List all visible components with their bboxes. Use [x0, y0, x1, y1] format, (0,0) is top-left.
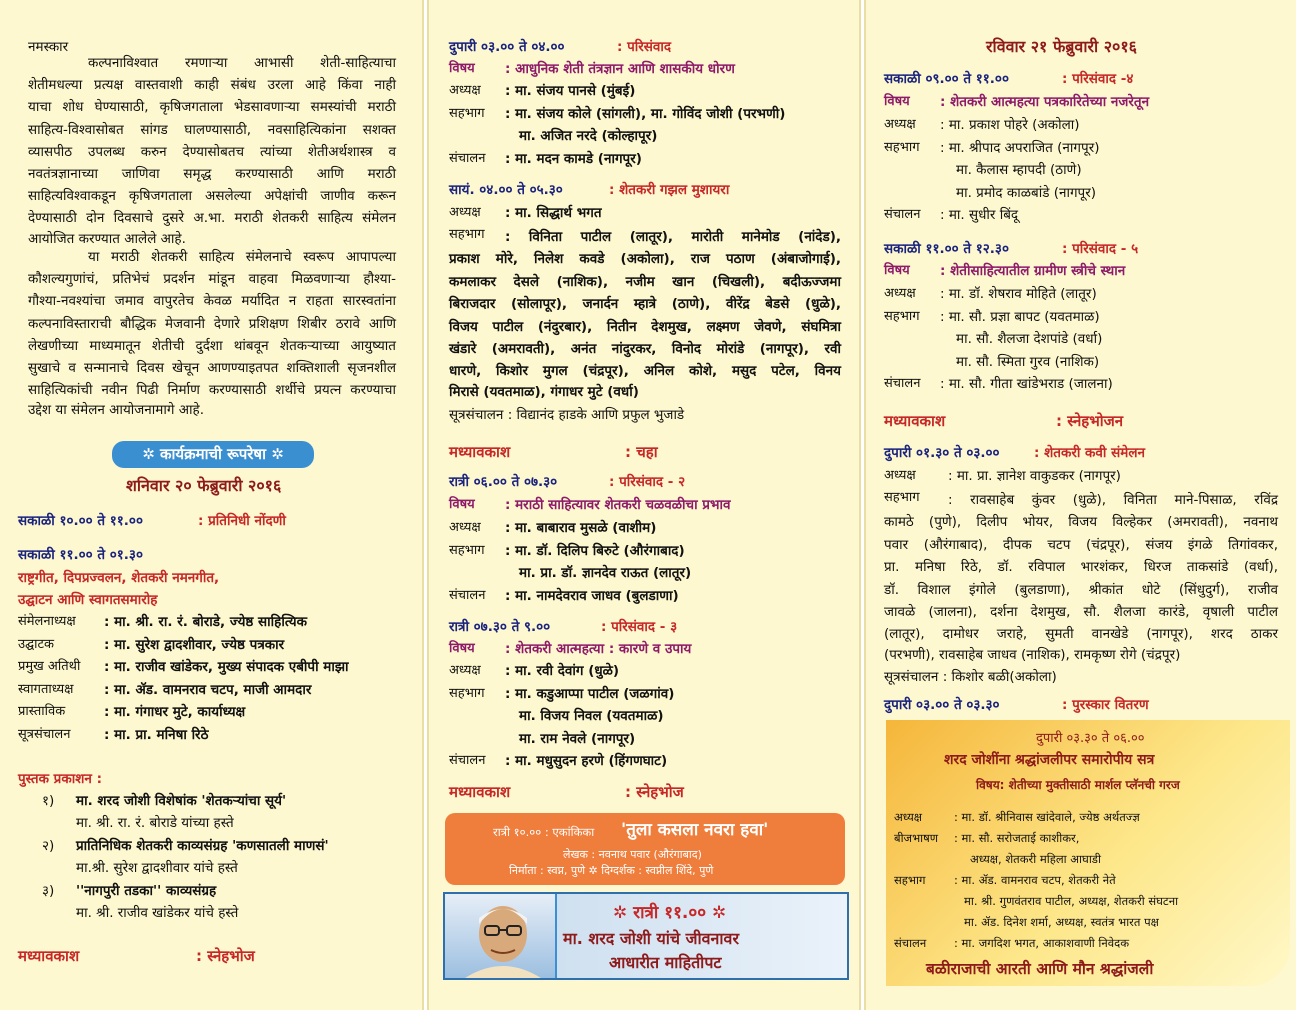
play-title: 'तुला कसला नवरा हवा'	[621, 820, 769, 840]
c2-s4-title: : परिसंवाद - ३	[601, 619, 678, 635]
c2-s3-title: : परिसंवाद - २	[609, 474, 686, 490]
row-value: : मा. रवी देवांग (धुळे)	[505, 663, 620, 679]
c3-s2-subject-label: विषय	[884, 263, 910, 278]
participant-line: मिरासे (यवतमाळ), गंगाधर मुटे (वर्धा)	[449, 384, 639, 400]
c2-s2-time: सायं. ०४.०० ते ०५.३०	[449, 182, 563, 198]
participant-line: खंडारे (अमरावती), अनंत नांदुरकर, विनोद मोरांडे (नागपूर), रवी	[449, 341, 841, 357]
final-label: सहभाग	[894, 873, 926, 887]
c2-s3-subject-label: विषय	[449, 497, 475, 512]
intro-line: शेतीमधल्या प्रत्यक्ष वास्तवाशी काही संबंध उरला आहे किंवा नाही	[28, 77, 396, 93]
c2-s4-subject-label: विषय	[449, 641, 475, 656]
final-value: मा. श्री. गुणवंतराव पाटील, अध्यक्ष, शेतकरी संघटना	[964, 894, 1179, 908]
row-label: संचालन	[449, 753, 486, 768]
c3-s2-title: : परिसंवाद - ५	[1062, 241, 1139, 257]
final-label: बीजभाषण	[894, 831, 939, 845]
book-number: ३)	[42, 883, 55, 899]
intro-line: आयोजित करण्यात आलेले आहे.	[28, 231, 186, 247]
c2-s2-sahabhag-label: सहभाग	[449, 227, 485, 242]
final-value: : मा. डॉ. श्रीनिवास खांदेवाले, ज्येष्ठ अर्थतज्ज्ञ	[954, 810, 1140, 824]
c2-s2-title: : शेतकरी गझल मुशायरा	[609, 182, 730, 198]
panel-left	[0, 0, 424, 1010]
c2-s1-subject-label: विषय	[449, 61, 475, 76]
role-label: स्वागताध्यक्ष	[18, 682, 74, 697]
row-value: : मा. सौ. गीता खांडेभराड (जालना)	[940, 376, 1113, 392]
role-label: संमेलनाध्यक्ष	[18, 614, 76, 629]
final-value: अध्यक्ष, शेतकरी महिला आघाडी	[970, 852, 1101, 866]
final-value: : मा. ॲड. वामनराव चटप, शेतकरी नेते	[954, 873, 1116, 887]
book-guest-line: मा.श्री. सुरेश द्वादशीवार यांचे हस्ते	[76, 860, 238, 876]
final-label: अध्यक्ष	[894, 810, 923, 824]
c3-s3-time: दुपारी ०१.३० ते ०३.००	[884, 445, 1000, 461]
row-label: सहभाग	[449, 686, 485, 701]
participant-line: : विनिता पाटील (लातूर), मारोती मानेमोड (नांदेड),	[505, 229, 841, 245]
row-value: : मा. डॉ. शेषराव मोहिते (लातूर)	[940, 286, 1097, 302]
c3-s4-time: दुपारी ०३.०० ते ०३.३०	[884, 697, 1000, 713]
break-value: : स्नेहभोज	[196, 947, 255, 965]
row-value: मा. सौ. शैलजा देशपांडे (वर्धा)	[956, 331, 1103, 347]
day2-title: रविवार २१ फेब्रुवारी २०१६	[986, 37, 1137, 56]
s1-time: सकाळी १०.०० ते ११.००	[18, 513, 143, 529]
participant-line: बिराजदार (सोलापूर), जनार्दन म्हात्रे (ठाणे), वीरेंद्र बेडसे (धुळे),	[449, 296, 841, 312]
c2-s2-adhyaksha: : मा. सिद्धार्थ भगत	[505, 205, 602, 221]
row-value: मा. अजित नरदे (कोल्हापूर)	[519, 128, 658, 144]
row-value: : मा. प्रकाश पोहरे (अकोला)	[940, 117, 1080, 133]
row-value: : मा. कडुआप्पा पाटील (जळगांव)	[505, 686, 675, 702]
doc-line2: आधारीत माहितीपट	[609, 953, 722, 972]
doc-time: ✲ रात्री ११.०० ✲	[613, 903, 727, 923]
final-subject: विषय: शेतीच्या मुक्तीसाठी मार्शल प्लॅनची गरज	[976, 778, 1180, 792]
participant-line: (लातूर), दामोधर जराहे, सुमती वानखेडे (नागपूर), शरद ठाकर	[884, 626, 1278, 642]
role-label: प्रमुख अतिथी	[18, 659, 81, 674]
book-number: १)	[42, 793, 55, 809]
c2-s3-time: रात्री ०६.०० ते ०७.३०	[449, 474, 558, 490]
row-value: : मा. बाबाराव मुसळे (वाशीम)	[505, 520, 657, 536]
role-label: प्रास्ताविक	[18, 704, 66, 719]
row-value: मा. कैलास म्हापदी (ठाणे)	[956, 162, 1082, 178]
portrait-icon	[445, 894, 555, 978]
book-title-line: मा. शरद जोशी विशेषांक 'शेतकऱ्यांचा सूर्य'	[76, 793, 287, 809]
participant-line: (परभणी), रावसाहेब जाधव (नाशिक), रामकृष्ण रोगे (चंद्रपूर)	[884, 647, 1181, 663]
row-value: मा. सौ. स्मिता गुरव (नाशिक)	[956, 354, 1100, 370]
final-time: दुपारी ०३.३० ते ०६.००	[1036, 731, 1145, 746]
intro-line: साहित्यविश्वाकडून कृषिजगताला असलेल्या अपेक्षांची जाणीव करून	[28, 188, 396, 204]
row-value: मा. प्रा. डॉ. ज्ञानदेव राऊत (लातूर)	[519, 565, 692, 581]
book-number: २)	[42, 838, 55, 854]
role-label: उद्घाटक	[18, 637, 55, 652]
intro-line: याचा शोध घेण्यासाठी, कृषिजगताला भेडसावणाऱ्या समस्यांची मराठी	[28, 99, 396, 115]
s2-line2: उद्घाटन आणि स्वागतसमारोह	[18, 592, 158, 608]
c3-s3-sahabhag-label: सहभाग	[884, 490, 920, 505]
c2-s4-time: रात्री ०७.३० ते ९.००	[449, 619, 551, 635]
play-box	[445, 813, 845, 885]
final-value: : मा. सौ. सरोजताई काशीकर,	[954, 831, 1080, 845]
participant-line: विजय पाटील (नंदुरबार), नितीन देशमुख, लक्ष्मण जेवणे, संघमित्रा	[449, 319, 841, 335]
row-label: अध्यक्ष	[884, 286, 916, 301]
panel-right	[864, 0, 1296, 1010]
row-value: मा. राम नेवले (नागपूर)	[519, 731, 636, 747]
c3-break-value: : स्नेहभोजन	[1056, 412, 1124, 430]
row-label: संचालन	[449, 151, 486, 166]
second-line: साहित्यिकांची नवीन पिढी निर्माण करण्यासाठी शर्थीचे प्रयत्न करण्याचा	[28, 382, 396, 398]
c3-s1-subject: : शेतकरी आत्महत्या पत्रकारितेच्या नजरेतून	[940, 94, 1150, 110]
final-value: मा. ॲड. दिनेश शर्मा, अध्यक्ष, स्वतंत्र भारत पक्ष	[964, 915, 1159, 929]
row-label: संचालन	[884, 207, 921, 222]
participant-line: प्रकाश मोरे, निलेश कवडे (अकोला), राज पठाण (अंबाजोगाई),	[449, 251, 841, 267]
c3-s3-adhyaksha: : मा. प्रा. ज्ञानेश वाकुडकर (नागपूर)	[948, 468, 1121, 484]
second-line: उद्देश या संमेलन आयोजनामागे आहे.	[28, 402, 205, 418]
play-credits: निर्माता : स्वप्न, पुणे ✲ दिग्दर्शक : स्वप्नील शिंदे, पुणे	[509, 864, 714, 877]
row-label: सहभाग	[449, 106, 485, 121]
row-label: अध्यक्ष	[449, 663, 481, 678]
row-value: : मा. सौ. प्रज्ञा बापट (यवतमाळ)	[940, 309, 1100, 325]
c3-s1-subject-label: विषय	[884, 94, 910, 109]
row-label: संचालन	[884, 376, 921, 391]
role-value: : मा. ॲड. वामनराव चटप, माजी आमदार	[104, 682, 312, 698]
c3-break-label: मध्यावकाश	[884, 412, 946, 430]
final-label: संचालन	[894, 936, 927, 950]
row-label: सहभाग	[884, 140, 920, 155]
book-title: पुस्तक प्रकाशन :	[18, 771, 102, 787]
c2-break2-value: : स्नेहभोज	[625, 783, 684, 801]
second-line: सुखाचे व सन्मानाचे दिवस खेचून आणण्याइतपत शक्तिशाली सृजनशील	[28, 360, 396, 376]
s1-title: : प्रतिनिधी नोंदणी	[198, 513, 286, 529]
closing-line: बळीराजाची आरती आणि मौन श्रद्धांजली	[926, 960, 1154, 978]
play-time: रात्री १०.०० : एकांकिका	[493, 825, 595, 839]
participant-line: डॉ. विशाल इंगोले (बुलडाणा), श्रीकांत धोटे (सिंधुदुर्ग), राजीव	[884, 582, 1278, 598]
intro-line: देण्यासाठी दोन दिवसाचे दुसरे अ.भा. मराठी शेतकरी साहित्य संमेलन	[28, 210, 396, 226]
role-value: : मा. राजीव खांडेकर, मुख्य संपादक एबीपी माझा	[104, 659, 349, 675]
c3-s1-title: : परिसंवाद -४	[1062, 71, 1134, 87]
second-line: या मराठी शेतकरी साहित्य संमेलनाचे स्वरूप आपापल्या	[88, 249, 396, 265]
program-badge: ✲ कार्यक्रमाची रूपरेषा ✲	[112, 441, 314, 468]
row-value: : मा. श्रीपाद अपराजित (नागपूर)	[940, 140, 1100, 156]
c2-s1-title: : परिसंवाद	[617, 39, 672, 55]
book-title-line: प्रातिनिधिक शेतकरी काव्यसंग्रह 'कणसातली माणसं'	[76, 838, 329, 854]
s2-line1: राष्ट्रगीत, दिपप्रज्वलन, शेतकरी नमनगीत,	[18, 570, 220, 586]
final-title: शरद जोशींना श्रद्धांजलीपर समारोपीय सत्र	[944, 752, 1155, 768]
doc-line1: मा. शरद जोशी यांचे जीवनावर	[563, 929, 739, 948]
row-label: सहभाग	[884, 309, 920, 324]
c3-s3-adhyaksha-label: अध्यक्ष	[884, 468, 916, 483]
participant-line: धारणे, किशोर मुगल (चंद्रपूर), अनिल कोशे, मसुद पटेल, विनय	[449, 363, 841, 379]
c2-s3-subject: : मराठी साहित्यावर शेतकरी चळवळीचा प्रभाव	[505, 497, 731, 513]
row-value: मा. प्रमोद काळबांडे (नागपूर)	[956, 185, 1097, 201]
second-line: कौशल्यगुणांचं, प्रतिभेचं प्रदर्शन मांडून वाहवा मिळवणाऱ्या हौश्या-	[28, 271, 396, 287]
row-label: अध्यक्ष	[884, 117, 916, 132]
row-label: संचालन	[449, 588, 486, 603]
s2-time: सकाळी ११.०० ते ०१.३०	[18, 547, 143, 563]
c3-s2-subject: : शेतीसाहित्यातील ग्रामीण स्त्रीचे स्थान	[940, 263, 1126, 279]
role-value: : मा. प्रा. मनिषा रिठे	[104, 727, 209, 743]
row-value: : मा. संजय पानसे (मुंबई)	[505, 83, 636, 99]
documentary-box	[443, 892, 849, 980]
closing-session-box	[886, 720, 1290, 986]
row-value: : मा. सुधीर बिंदू	[940, 207, 1019, 223]
second-line: लेखणीच्या माध्यमातून शेतीची दुर्दशा थांबवून शेतकऱ्याच्या आयुष्यात	[28, 338, 396, 354]
final-value: : मा. जगदिश भगत, आकाशवाणी निवेदक	[954, 936, 1130, 950]
day1-title: शनिवार २० फेब्रुवारी २०१६	[126, 476, 282, 495]
book-guest-line: मा. श्री. राजीव खांडेकर यांचे हस्ते	[76, 905, 239, 921]
c2-break2-label: मध्यावकाश	[449, 783, 511, 801]
portrait-image	[445, 894, 555, 978]
c3-s1-time: सकाळी ०९.०० ते ११.००	[884, 71, 1009, 87]
intro-line: व्यासपीठ उपलब्ध करुन देण्यासोबतच त्यांच्या शेतीअर्थशास्त्र व	[28, 144, 396, 160]
role-value: : मा. गंगाधर मुटे, कार्याध्यक्ष	[104, 704, 246, 720]
c2-s1-time: दुपारी ०३.०० ते ०४.००	[449, 39, 565, 55]
row-label: अध्यक्ष	[449, 83, 481, 98]
greeting: नमस्कार	[28, 39, 69, 55]
participant-line: कामठे (पुणे), दिलीप भोयर, विजय विल्हेकर (अमरावती), नवनाथ	[884, 514, 1278, 530]
intro-line: नवतंत्रज्ञानाच्या जाणिवा समृद्ध करण्यासाठी आणि मराठी	[28, 166, 396, 182]
c2-s1-subject: : आधुनिक शेती तंत्रज्ञान आणि शासकीय धोरण	[505, 61, 735, 77]
row-value: : मा. संजय कोले (सांगली), मा. गोविंद जोशी (परभणी)	[505, 106, 786, 122]
intro-line: कल्पनाविश्वात रमणाऱ्या आभासी शेती-साहित्याचा	[88, 55, 396, 71]
row-value: : मा. मदन कामडे (नागपूर)	[505, 151, 642, 167]
c2-break1-value: : चहा	[625, 443, 658, 461]
row-value: : मा. नामदेवराव जाधव (बुलडाणा)	[505, 588, 679, 604]
break-label: मध्यावकाश	[18, 947, 80, 965]
row-value: : मा. मधुसुदन हरणे (हिंगणघाट)	[505, 753, 668, 769]
c2-break1-label: मध्यावकाश	[449, 443, 511, 461]
row-label: सहभाग	[449, 543, 485, 558]
book-guest-line: मा. श्री. रा. रं. बोराडे यांच्या हस्ते	[76, 815, 234, 831]
c3-s4-title: : पुरस्कार वितरण	[1062, 697, 1149, 713]
participant-line: : रावसाहेब कुंवर (धुळे), विनिता माने-पिसाळ, रविंद्र	[948, 492, 1278, 508]
participant-line: कमलाकर देसले (नाशिक), नजीम खान (चिखली), बदीऊज्जमा	[449, 274, 841, 290]
role-value: : मा. सुरेश द्वादशीवार, ज्येष्ठ पत्रकार	[104, 637, 285, 653]
intro-line: साहित्य-विश्वासोबत सांगड घालण्यासाठी, नवसाहित्यिकांना सशक्त	[28, 122, 396, 138]
play-author: लेखक : नवनाथ पवार (औरंगाबाद)	[563, 848, 702, 861]
c2-s2-adhyaksha-label: अध्यक्ष	[449, 205, 481, 220]
second-line: कल्पनाविस्ताराची बौद्धिक मेजवानी देणारे प्रशिक्षण शिबीर ठरावे आणि	[28, 316, 396, 332]
row-value: मा. विजय निवल (यवतमाळ)	[519, 708, 664, 724]
role-label: सूत्रसंचालन	[18, 727, 71, 742]
row-value: : मा. डॉ. दिलिप बिरुटे (औरंगाबाद)	[505, 543, 685, 559]
c3-s3-anchor: सूत्रसंचालन : किशोर बळी(अकोला)	[884, 669, 1057, 685]
participant-line: पवार (औरंगाबाद), दीपक चटप (चंद्रपूर), संजय इंगळे तिगांवकर,	[884, 537, 1278, 553]
panel-middle	[427, 0, 861, 1010]
role-value: : मा. श्री. रा. रं. बोराडे, ज्येष्ठ साहित्यिक	[104, 614, 307, 630]
book-title-line: ''नागपुरी तडका'' काव्यसंग्रह	[76, 883, 217, 899]
c3-s2-time: सकाळी ११.०० ते १२.३०	[884, 241, 1009, 257]
row-label: अध्यक्ष	[449, 520, 481, 535]
c3-s3-title: : शेतकरी कवी संमेलन	[1034, 445, 1145, 461]
second-line: गौश्या-नवश्यांचा जमाव वापुरतेच केवळ मर्यादित न राहता सारस्वतांना	[28, 293, 396, 309]
participant-line: प्रा. मनिषा रिठे, डॉ. रविपाल भारशंकर, धिरज ताकसांडे (वर्धा),	[884, 559, 1278, 575]
c2-s4-subject: : शेतकरी आत्महत्या : कारणे व उपाय	[505, 641, 692, 657]
participant-line: जावळे (जालना), दर्शना देशमुख, सौ. शैलजा कारंडे, वृषाली पाटील	[884, 604, 1278, 620]
c2-s2-anchor: सूत्रसंचालन : विद्यानंद हाडके आणि प्रफुल भुजाडे	[449, 407, 685, 423]
